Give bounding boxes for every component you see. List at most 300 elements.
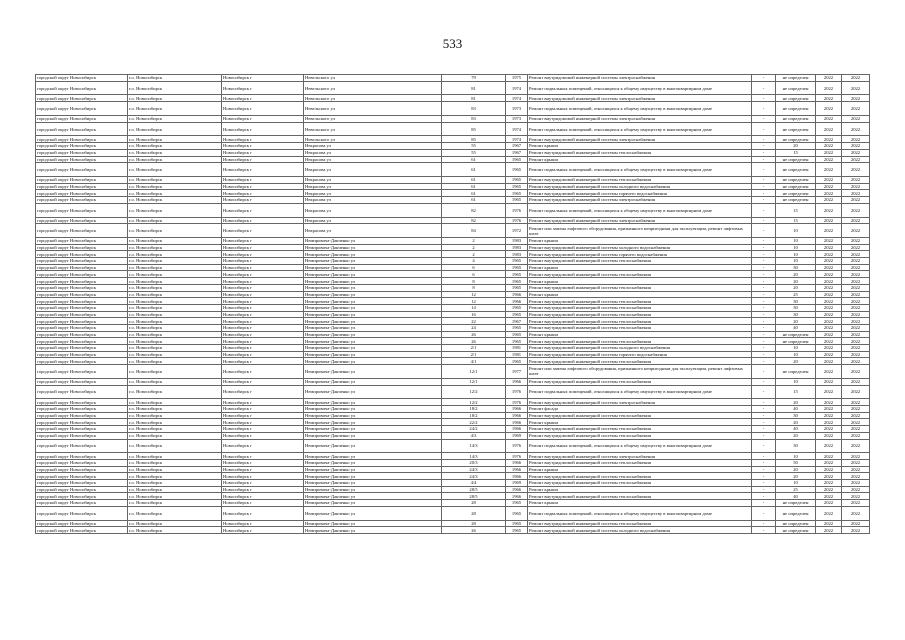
cell-city: Новосибирск г bbox=[222, 324, 304, 331]
cell-volume: - bbox=[752, 419, 776, 426]
cell-street: Некрасова ул bbox=[304, 156, 442, 163]
cell-start-year: 2022 bbox=[816, 473, 842, 480]
cell-city: Новосибирск г bbox=[222, 338, 304, 345]
cell-street: Немировича-Данченко ул bbox=[304, 419, 442, 426]
cell-work-type: Ремонт внутридомовой инженерной системы теплоснабжения bbox=[528, 520, 752, 527]
cell-house-number: 61 bbox=[442, 197, 506, 204]
cell-city: Новосибирск г bbox=[222, 527, 304, 534]
cell-cost: 10 bbox=[776, 238, 816, 245]
cell-year: 1972 bbox=[506, 224, 528, 238]
cell-year: 1983 bbox=[506, 238, 528, 245]
cell-settlement: г.о. Новосибирск bbox=[128, 224, 222, 238]
cell-volume: - bbox=[752, 298, 776, 305]
cell-cost: 20 bbox=[776, 143, 816, 150]
cell-house-number: 24 bbox=[442, 324, 506, 331]
cell-cost: 40 bbox=[776, 493, 816, 500]
cell-municipality: городской округ Новосибирск bbox=[36, 183, 128, 190]
cell-city: Новосибирск г bbox=[222, 378, 304, 385]
cell-work-type: Ремонт внутридомовой инженерной системы электроснабжения bbox=[528, 453, 752, 460]
cell-volume: - bbox=[752, 426, 776, 433]
cell-year: 1974 bbox=[506, 95, 528, 102]
cell-end-year: 2022 bbox=[842, 224, 870, 238]
cell-settlement: г.о. Новосибирск bbox=[128, 318, 222, 325]
cell-year: 1966 bbox=[506, 378, 528, 385]
cell-year: 1965 bbox=[506, 311, 528, 318]
cell-city: Новосибирск г bbox=[222, 217, 304, 224]
cell-end-year: 2022 bbox=[842, 406, 870, 413]
cell-year: 1967 bbox=[506, 318, 528, 325]
cell-city: Новосибирск г bbox=[222, 453, 304, 460]
cell-city: Новосибирск г bbox=[222, 439, 304, 453]
cell-end-year: 2022 bbox=[842, 365, 870, 379]
cell-work-type: Ремонт внутридомовой инженерной системы электроснабжения bbox=[528, 75, 752, 82]
cell-cost: 15 bbox=[776, 385, 816, 399]
cell-street: Немировича-Данченко ул bbox=[304, 271, 442, 278]
cell-settlement: г.о. Новосибирск bbox=[128, 419, 222, 426]
cell-year: 1969 bbox=[506, 480, 528, 487]
cell-house-number: 61 bbox=[442, 177, 506, 184]
table-row bbox=[36, 358, 870, 365]
cell-house-number: 14 bbox=[442, 304, 506, 311]
cell-house-number: 12/1 bbox=[442, 365, 506, 379]
cell-start-year: 2022 bbox=[816, 527, 842, 534]
table-row bbox=[36, 258, 870, 265]
cell-start-year: 2022 bbox=[816, 81, 842, 95]
cell-work-type: Ремонт внутридомовой инженерной системы теплоснабжения bbox=[528, 426, 752, 433]
cell-year: 1976 bbox=[506, 385, 528, 399]
cell-street: Немировича-Данченко ул bbox=[304, 331, 442, 338]
cell-volume: - bbox=[752, 251, 776, 258]
cell-settlement: г.о. Новосибирск bbox=[128, 459, 222, 466]
cell-municipality: городской округ Новосибирск bbox=[36, 190, 128, 197]
cell-start-year: 2022 bbox=[816, 459, 842, 466]
cell-cost: не определен bbox=[776, 365, 816, 379]
cell-city: Новосибирск г bbox=[222, 520, 304, 527]
cell-year: 1976 bbox=[506, 399, 528, 406]
cell-end-year: 2022 bbox=[842, 426, 870, 433]
cell-cost: не определен bbox=[776, 331, 816, 338]
cell-municipality: городской округ Новосибирск bbox=[36, 486, 128, 493]
cell-volume: - bbox=[752, 156, 776, 163]
cell-work-type: Ремонт внутридомовой инженерной системы теплоснабжения bbox=[528, 271, 752, 278]
table-row bbox=[36, 271, 870, 278]
cell-volume: - bbox=[752, 136, 776, 143]
cell-year: 1981 bbox=[506, 345, 528, 352]
cell-work-type: Ремонт внутридомовой инженерной системы электроснабжения bbox=[528, 115, 752, 122]
cell-settlement: г.о. Новосибирск bbox=[128, 197, 222, 204]
cell-settlement: г.о. Новосибирск bbox=[128, 406, 222, 413]
cell-volume: - bbox=[752, 453, 776, 460]
cell-house-number: 2 bbox=[442, 238, 506, 245]
cell-street: Немировича-Данченко ул bbox=[304, 244, 442, 251]
cell-street: Невельского ул bbox=[304, 102, 442, 116]
cell-municipality: городской округ Новосибирск bbox=[36, 318, 128, 325]
cell-work-type: Ремонт внутридомовой инженерной системы теплоснабжения bbox=[528, 480, 752, 487]
cell-city: Новосибирск г bbox=[222, 224, 304, 238]
cell-city: Новосибирск г bbox=[222, 500, 304, 507]
cell-settlement: г.о. Новосибирск bbox=[128, 95, 222, 102]
cell-cost: 10 bbox=[776, 351, 816, 358]
cell-street: Немировича-Данченко ул bbox=[304, 486, 442, 493]
cell-street: Невельского ул bbox=[304, 75, 442, 82]
cell-municipality: городской округ Новосибирск bbox=[36, 324, 128, 331]
cell-house-number: 85 bbox=[442, 136, 506, 143]
cell-house-number: 84 bbox=[442, 224, 506, 238]
cell-end-year: 2022 bbox=[842, 264, 870, 271]
cell-start-year: 2022 bbox=[816, 136, 842, 143]
cell-settlement: г.о. Новосибирск bbox=[128, 480, 222, 487]
cell-cost: 10 bbox=[776, 453, 816, 460]
cell-start-year: 2022 bbox=[816, 284, 842, 291]
cell-volume: - bbox=[752, 244, 776, 251]
cell-end-year: 2022 bbox=[842, 115, 870, 122]
cell-end-year: 2022 bbox=[842, 419, 870, 426]
cell-start-year: 2022 bbox=[816, 406, 842, 413]
cell-house-number: 14/3 bbox=[442, 439, 506, 453]
cell-year: 1965 bbox=[506, 271, 528, 278]
cell-settlement: г.о. Новосибирск bbox=[128, 527, 222, 534]
table-row bbox=[36, 493, 870, 500]
cell-work-type: Ремонт внутридомовой инженерной системы теплоснабжения bbox=[528, 304, 752, 311]
cell-start-year: 2022 bbox=[816, 224, 842, 238]
table-row bbox=[36, 439, 870, 453]
cell-start-year: 2022 bbox=[816, 385, 842, 399]
table-row bbox=[36, 177, 870, 184]
cell-house-number: 12 bbox=[442, 291, 506, 298]
cell-house-number: 26 bbox=[442, 331, 506, 338]
cell-volume: - bbox=[752, 278, 776, 285]
cell-volume: - bbox=[752, 432, 776, 439]
cell-city: Новосибирск г bbox=[222, 459, 304, 466]
cell-settlement: г.о. Новосибирск bbox=[128, 439, 222, 453]
cell-end-year: 2022 bbox=[842, 351, 870, 358]
table-row bbox=[36, 122, 870, 136]
cell-city: Новосибирск г bbox=[222, 406, 304, 413]
cell-year: 1976 bbox=[506, 217, 528, 224]
cell-city: Новосибирск г bbox=[222, 291, 304, 298]
cell-volume: - bbox=[752, 217, 776, 224]
cell-settlement: г.о. Новосибирск bbox=[128, 338, 222, 345]
cell-start-year: 2022 bbox=[816, 480, 842, 487]
cell-start-year: 2022 bbox=[816, 122, 842, 136]
cell-cost: 10 bbox=[776, 345, 816, 352]
cell-settlement: г.о. Новосибирск bbox=[128, 412, 222, 419]
cell-street: Немировича-Данченко ул bbox=[304, 338, 442, 345]
cell-work-type: Ремонт внутридомовой инженерной системы горячего водоснабжения bbox=[528, 351, 752, 358]
cell-cost: 10 bbox=[776, 258, 816, 265]
table-row bbox=[36, 75, 870, 82]
cell-settlement: г.о. Новосибирск bbox=[128, 203, 222, 217]
table-row bbox=[36, 81, 870, 95]
cell-city: Новосибирск г bbox=[222, 426, 304, 433]
cell-house-number: 81 bbox=[442, 81, 506, 95]
cell-settlement: г.о. Новосибирск bbox=[128, 217, 222, 224]
cell-city: Новосибирск г bbox=[222, 163, 304, 177]
cell-municipality: городской округ Новосибирск bbox=[36, 385, 128, 399]
cell-house-number: 2 bbox=[442, 244, 506, 251]
cell-work-type: Ремонт или замена лифтового оборудования, признанного непригодным для эксплуатации, ремонт лифтовых шахт bbox=[528, 224, 752, 238]
cell-municipality: городской округ Новосибирск bbox=[36, 500, 128, 507]
cell-house-number: 83 bbox=[442, 115, 506, 122]
cell-end-year: 2022 bbox=[842, 331, 870, 338]
cell-volume: - bbox=[752, 351, 776, 358]
cell-cost: 20 bbox=[776, 473, 816, 480]
cell-end-year: 2022 bbox=[842, 486, 870, 493]
cell-work-type: Ремонт внутридомовой инженерной системы теплоснабжения bbox=[528, 311, 752, 318]
cell-municipality: городской округ Новосибирск bbox=[36, 115, 128, 122]
cell-street: Невельского ул bbox=[304, 122, 442, 136]
cell-house-number: 6 bbox=[442, 271, 506, 278]
cell-settlement: г.о. Новосибирск bbox=[128, 156, 222, 163]
cell-house-number: 24/2 bbox=[442, 426, 506, 433]
cell-work-type: Ремонт крыши bbox=[528, 264, 752, 271]
cell-municipality: городской округ Новосибирск bbox=[36, 136, 128, 143]
cell-year: 1965 bbox=[506, 197, 528, 204]
cell-end-year: 2022 bbox=[842, 466, 870, 473]
cell-volume: - bbox=[752, 378, 776, 385]
cell-cost: 20 bbox=[776, 318, 816, 325]
cell-municipality: городской округ Новосибирск bbox=[36, 527, 128, 534]
cell-street: Некрасова ул bbox=[304, 177, 442, 184]
cell-settlement: г.о. Новосибирск bbox=[128, 284, 222, 291]
cell-city: Новосибирск г bbox=[222, 432, 304, 439]
table-row bbox=[36, 163, 870, 177]
cell-house-number: 4/4 bbox=[442, 480, 506, 487]
cell-street: Немировича-Данченко ул bbox=[304, 432, 442, 439]
cell-year: 1965 bbox=[506, 500, 528, 507]
cell-start-year: 2022 bbox=[816, 500, 842, 507]
cell-start-year: 2022 bbox=[816, 318, 842, 325]
cell-settlement: г.о. Новосибирск bbox=[128, 163, 222, 177]
cell-house-number: 85 bbox=[442, 122, 506, 136]
cell-cost: не определен bbox=[776, 500, 816, 507]
cell-year: 1966 bbox=[506, 466, 528, 473]
cell-work-type: Ремонт крыши bbox=[528, 419, 752, 426]
cell-work-type: Ремонт внутридомовой инженерной системы теплоснабжения bbox=[528, 324, 752, 331]
cell-cost: 15 bbox=[776, 149, 816, 156]
cell-city: Новосибирск г bbox=[222, 177, 304, 184]
cell-house-number: 2/1 bbox=[442, 345, 506, 352]
cell-settlement: г.о. Новосибирск bbox=[128, 520, 222, 527]
cell-house-number: 4/1 bbox=[442, 358, 506, 365]
table-row bbox=[36, 244, 870, 251]
cell-settlement: г.о. Новосибирск bbox=[128, 177, 222, 184]
cell-work-type: Ремонт внутридомовой инженерной системы теплоснабжения bbox=[528, 338, 752, 345]
cell-work-type: Ремонт внутридомовой инженерной системы электроснабжения bbox=[528, 217, 752, 224]
cell-volume: - bbox=[752, 163, 776, 177]
cell-city: Новосибирск г bbox=[222, 298, 304, 305]
table-row bbox=[36, 473, 870, 480]
cell-street: Немировича-Данченко ул bbox=[304, 291, 442, 298]
cell-city: Новосибирск г bbox=[222, 244, 304, 251]
table-row bbox=[36, 304, 870, 311]
cell-work-type: Ремонт крыши bbox=[528, 143, 752, 150]
cell-work-type: Ремонт крыши bbox=[528, 466, 752, 473]
table-row bbox=[36, 203, 870, 217]
cell-street: Немировича-Данченко ул bbox=[304, 406, 442, 413]
cell-house-number: 8 bbox=[442, 278, 506, 285]
cell-end-year: 2022 bbox=[842, 399, 870, 406]
cell-volume: - bbox=[752, 95, 776, 102]
cell-settlement: г.о. Новосибирск bbox=[128, 238, 222, 245]
cell-municipality: городской округ Новосибирск bbox=[36, 459, 128, 466]
cell-house-number: 26 bbox=[442, 338, 506, 345]
cell-start-year: 2022 bbox=[816, 486, 842, 493]
cell-start-year: 2022 bbox=[816, 102, 842, 116]
cell-start-year: 2022 bbox=[816, 163, 842, 177]
cell-start-year: 2022 bbox=[816, 95, 842, 102]
cell-end-year: 2022 bbox=[842, 304, 870, 311]
cell-start-year: 2022 bbox=[816, 338, 842, 345]
cell-start-year: 2022 bbox=[816, 304, 842, 311]
cell-year: 1965 bbox=[506, 331, 528, 338]
cell-year: 1966 bbox=[506, 426, 528, 433]
cell-settlement: г.о. Новосибирск bbox=[128, 298, 222, 305]
cell-volume: - bbox=[752, 365, 776, 379]
cell-work-type: Ремонт внутридомовой инженерной системы теплоснабжения bbox=[528, 493, 752, 500]
cell-cost: не определен bbox=[776, 527, 816, 534]
cell-volume: - bbox=[752, 75, 776, 82]
cell-start-year: 2022 bbox=[816, 115, 842, 122]
cell-cost: 10 bbox=[776, 224, 816, 238]
cell-start-year: 2022 bbox=[816, 217, 842, 224]
cell-end-year: 2022 bbox=[842, 102, 870, 116]
cell-work-type: Ремонт внутридомовой инженерной системы холодного водоснабжения bbox=[528, 345, 752, 352]
cell-work-type: Ремонт внутридомовой инженерной системы электроснабжения bbox=[528, 197, 752, 204]
page-number: 533 bbox=[442, 36, 463, 51]
cell-year: 1965 bbox=[506, 264, 528, 271]
cell-house-number: 28/5 bbox=[442, 486, 506, 493]
cell-cost: 10 bbox=[776, 378, 816, 385]
cell-cost: не определен bbox=[776, 177, 816, 184]
cell-end-year: 2022 bbox=[842, 217, 870, 224]
cell-cost: 20 bbox=[776, 271, 816, 278]
cell-start-year: 2022 bbox=[816, 419, 842, 426]
cell-city: Новосибирск г bbox=[222, 197, 304, 204]
cell-house-number: 28/5 bbox=[442, 493, 506, 500]
cell-work-type: Ремонт крыши bbox=[528, 486, 752, 493]
table-row bbox=[36, 102, 870, 116]
cell-city: Новосибирск г bbox=[222, 419, 304, 426]
cell-year: 1965 bbox=[506, 304, 528, 311]
cell-volume: - bbox=[752, 304, 776, 311]
table-row bbox=[36, 453, 870, 460]
cell-end-year: 2022 bbox=[842, 345, 870, 352]
cell-start-year: 2022 bbox=[816, 358, 842, 365]
cell-street: Немировича-Данченко ул bbox=[304, 500, 442, 507]
cell-year: 1976 bbox=[506, 439, 528, 453]
cell-settlement: г.о. Новосибирск bbox=[128, 486, 222, 493]
cell-end-year: 2022 bbox=[842, 385, 870, 399]
cell-city: Новосибирск г bbox=[222, 345, 304, 352]
table-row bbox=[36, 500, 870, 507]
cell-cost: 20 bbox=[776, 399, 816, 406]
cell-volume: - bbox=[752, 224, 776, 238]
cell-house-number: 26 bbox=[442, 527, 506, 534]
cell-year: 1965 bbox=[506, 527, 528, 534]
cell-house-number: 18/2 bbox=[442, 406, 506, 413]
cell-cost: не определен bbox=[776, 156, 816, 163]
cell-settlement: г.о. Новосибирск bbox=[128, 271, 222, 278]
cell-house-number: 24/3 bbox=[442, 473, 506, 480]
cell-end-year: 2022 bbox=[842, 493, 870, 500]
cell-house-number: 14/3 bbox=[442, 453, 506, 460]
cell-municipality: городской округ Новосибирск bbox=[36, 238, 128, 245]
cell-street: Немировича-Данченко ул bbox=[304, 365, 442, 379]
table-row bbox=[36, 527, 870, 534]
table-row bbox=[36, 156, 870, 163]
cell-street: Немировича-Данченко ул bbox=[304, 493, 442, 500]
table-row bbox=[36, 466, 870, 473]
cell-volume: - bbox=[752, 318, 776, 325]
cell-city: Новосибирск г bbox=[222, 284, 304, 291]
cell-settlement: г.о. Новосибирск bbox=[128, 258, 222, 265]
cell-house-number: 28 bbox=[442, 520, 506, 527]
cell-city: Новосибирск г bbox=[222, 399, 304, 406]
cell-year: 1965 bbox=[506, 358, 528, 365]
cell-street: Немировича-Данченко ул bbox=[304, 426, 442, 433]
repair-schedule-table bbox=[35, 74, 870, 534]
cell-city: Новосибирск г bbox=[222, 351, 304, 358]
cell-municipality: городской округ Новосибирск bbox=[36, 412, 128, 419]
cell-start-year: 2022 bbox=[816, 493, 842, 500]
cell-work-type: Ремонт внутридомовой инженерной системы теплоснабжения bbox=[528, 149, 752, 156]
cell-work-type: Ремонт крыши bbox=[528, 278, 752, 285]
cell-cost: 40 bbox=[776, 406, 816, 413]
cell-year: 1983 bbox=[506, 244, 528, 251]
cell-settlement: г.о. Новосибирск bbox=[128, 378, 222, 385]
cell-street: Немировича-Данченко ул bbox=[304, 412, 442, 419]
cell-street: Некрасова ул bbox=[304, 224, 442, 238]
cell-municipality: городской округ Новосибирск bbox=[36, 81, 128, 95]
cell-volume: - bbox=[752, 81, 776, 95]
cell-municipality: городской округ Новосибирск bbox=[36, 244, 128, 251]
cell-street: Немировича-Данченко ул bbox=[304, 358, 442, 365]
cell-municipality: городской округ Новосибирск bbox=[36, 439, 128, 453]
cell-settlement: г.о. Новосибирск bbox=[128, 426, 222, 433]
cell-cost: не определен bbox=[776, 102, 816, 116]
cell-cost: не определен bbox=[776, 183, 816, 190]
table-row bbox=[36, 486, 870, 493]
cell-city: Новосибирск г bbox=[222, 203, 304, 217]
cell-house-number: 28 bbox=[442, 506, 506, 520]
cell-work-type: Ремонт внутридомовой инженерной системы теплоснабжения bbox=[528, 177, 752, 184]
table-row bbox=[36, 318, 870, 325]
cell-house-number: 83 bbox=[442, 102, 506, 116]
cell-end-year: 2022 bbox=[842, 238, 870, 245]
cell-house-number: 2 bbox=[442, 251, 506, 258]
cell-work-type: Ремонт внутридомовой инженерной системы теплоснабжения bbox=[528, 459, 752, 466]
table-row bbox=[36, 480, 870, 487]
cell-municipality: городской округ Новосибирск bbox=[36, 304, 128, 311]
cell-house-number: 8 bbox=[442, 284, 506, 291]
cell-work-type: Ремонт внутридомовой инженерной системы теплоснабжения bbox=[528, 473, 752, 480]
cell-year: 1973 bbox=[506, 102, 528, 116]
table-row bbox=[36, 345, 870, 352]
cell-settlement: г.о. Новосибирск bbox=[128, 149, 222, 156]
cell-cost: не определен bbox=[776, 136, 816, 143]
cell-cost: не определен bbox=[776, 81, 816, 95]
cell-start-year: 2022 bbox=[816, 426, 842, 433]
cell-cost: 20 bbox=[776, 358, 816, 365]
cell-volume: - bbox=[752, 500, 776, 507]
cell-work-type: Ремонт подвальных помещений, относящихся к общему имуществу в многоквартирном доме bbox=[528, 122, 752, 136]
cell-year: 1965 bbox=[506, 284, 528, 291]
cell-year: 1965 bbox=[506, 324, 528, 331]
cell-city: Новосибирск г bbox=[222, 466, 304, 473]
cell-volume: - bbox=[752, 385, 776, 399]
cell-settlement: г.о. Новосибирск bbox=[128, 432, 222, 439]
